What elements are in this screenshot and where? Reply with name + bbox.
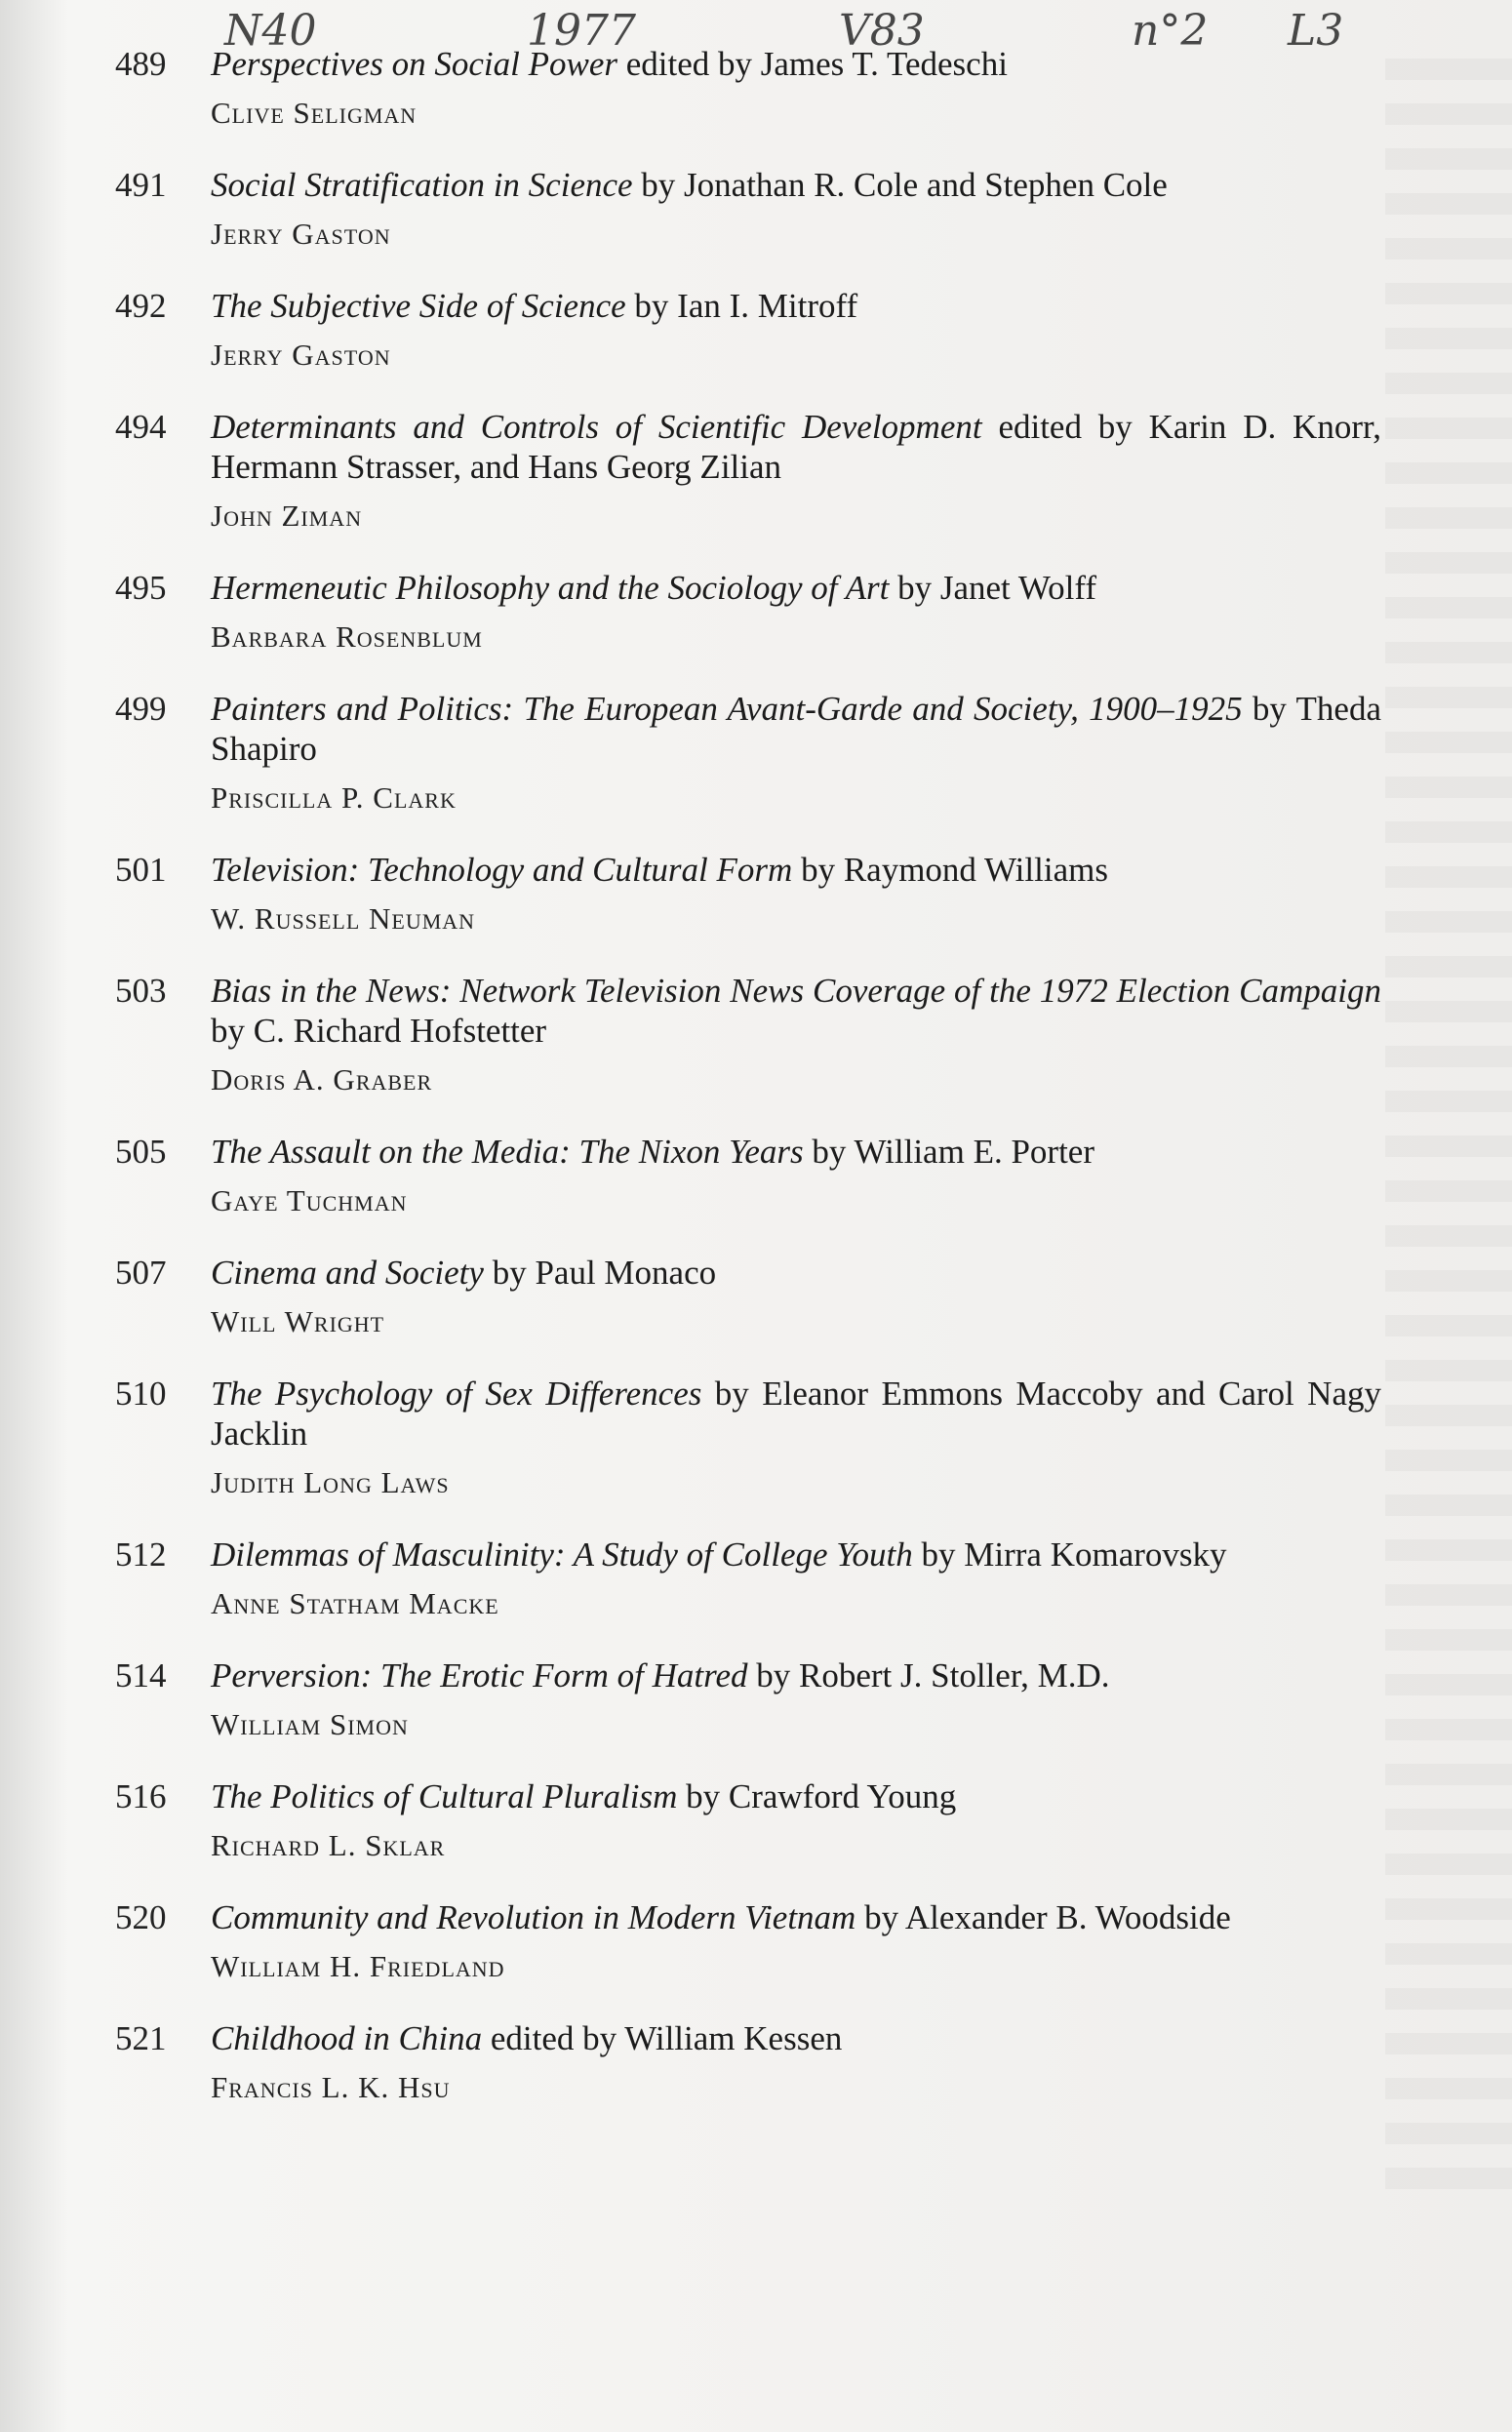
page-number: 520	[115, 1898, 167, 1936]
book-title: Perspectives on Social Power	[211, 45, 617, 83]
review-entry	[115, 1776, 1383, 1865]
book-title: Social Stratification in Science	[211, 166, 633, 204]
book-credit: by Robert J. Stoller, M.D.	[747, 1656, 1110, 1694]
book-title: Childhood in China	[211, 2019, 483, 2057]
page-number: 516	[115, 1777, 167, 1815]
book-title: Hermeneutic Philosophy and the Sociology of Art	[211, 569, 890, 607]
reviewer-name: Francis L. K. Hsu	[211, 2070, 451, 2104]
book-credit: by Janet Wolff	[889, 569, 1097, 607]
reviewer-name: W. Russell Neuman	[211, 901, 476, 936]
review-entry	[115, 1253, 1383, 1341]
book-credit: edited by James T. Tedeschi	[617, 45, 1008, 83]
book-credit: by Ian I. Mitroff	[625, 287, 858, 325]
page-number: 494	[115, 408, 167, 446]
gutter-shadow	[0, 0, 68, 2432]
book-title: The Psychology of Sex Differences	[211, 1375, 702, 1413]
book-title: Painters and Politics: The European Avant-Garde and Society, 1900–1925	[211, 690, 1243, 728]
book-credit: by Jonathan R. Cole and Stephen Cole	[632, 166, 1168, 204]
review-entry	[115, 689, 1383, 817]
reviewer-name: William Simon	[211, 1707, 409, 1741]
reviewer-name: Gaye Tuchman	[211, 1183, 408, 1217]
handwriting-mark: N40	[224, 6, 317, 56]
book-title: Determinants and Controls of Scientific Development	[211, 408, 982, 446]
reviewer-name: Clive Seligman	[211, 96, 418, 130]
book-title: Television: Technology and Cultural Form	[211, 851, 793, 889]
review-entry	[115, 1897, 1383, 1986]
book-title: Perversion: The Erotic Form of Hatred	[211, 1656, 748, 1694]
page-number: 501	[115, 851, 167, 889]
page-number: 489	[115, 45, 167, 83]
page-number: 512	[115, 1535, 167, 1574]
reviewer-name: William H. Friedland	[211, 1949, 505, 1983]
review-list	[115, 44, 1383, 2139]
review-entry	[115, 1535, 1383, 1623]
review-entry	[115, 44, 1383, 133]
review-entry	[115, 165, 1383, 254]
handwriting-mark: V83	[839, 6, 925, 56]
page-number: 521	[115, 2019, 167, 2057]
reviewer-name: Priscilla P. Clark	[211, 780, 457, 815]
review-entry	[115, 1655, 1383, 1744]
review-entry	[115, 971, 1383, 1099]
page-number: 510	[115, 1375, 167, 1413]
page-number: 499	[115, 690, 167, 728]
page-number: 492	[115, 287, 167, 325]
reviewer-name: Barbara Rosenblum	[211, 619, 483, 654]
book-title: The Assault on the Media: The Nixon Years	[211, 1133, 804, 1171]
reviewer-name: Anne Statham Macke	[211, 1586, 499, 1620]
review-entry	[115, 286, 1383, 375]
page-number: 507	[115, 1254, 167, 1292]
reviewer-name: Judith Long Laws	[211, 1465, 450, 1499]
reviewer-name: Jerry Gaston	[211, 217, 391, 251]
review-entry	[115, 1374, 1383, 1502]
book-title: The Subjective Side of Science	[211, 287, 626, 325]
handwriting-mark: L3	[1288, 6, 1344, 56]
page-number: 495	[115, 569, 167, 607]
review-entry	[115, 568, 1383, 657]
book-credit: edited by William Kessen	[482, 2019, 843, 2057]
review-entry	[115, 407, 1383, 536]
handwriting-mark: n°2	[1132, 6, 1209, 56]
reviewer-name: Doris A. Graber	[211, 1062, 433, 1096]
book-credit: by Eleanor Emmons Maccoby and Carol Nagy Jacklin	[211, 1375, 1381, 1453]
book-title: Dilemmas of Masculinity: A Study of College Youth	[211, 1535, 913, 1574]
reviewer-name: Richard L. Sklar	[211, 1828, 446, 1862]
book-credit: by Alexander B. Woodside	[855, 1898, 1231, 1936]
book-credit: by Paul Monaco	[483, 1254, 717, 1292]
page-number: 491	[115, 166, 167, 204]
book-credit: by Crawford Young	[677, 1777, 957, 1815]
handwriting-mark: 1977	[527, 6, 636, 56]
book-credit: edited by Karin D. Knorr, Hermann Strasser, and Hans Georg Zilian	[211, 408, 1381, 486]
reviewer-name: Jerry Gaston	[211, 338, 391, 372]
reviewer-name: Will Wright	[211, 1304, 385, 1338]
book-credit: by Raymond Williams	[792, 851, 1108, 889]
reviewer-name: John Ziman	[211, 498, 363, 533]
page-number: 514	[115, 1656, 167, 1694]
page-number: 503	[115, 972, 167, 1010]
book-credit: by C. Richard Hofstetter	[211, 1012, 547, 1050]
review-entry	[115, 2018, 1383, 2107]
book-credit: by Mirra Komarovsky	[912, 1535, 1227, 1574]
review-entry	[115, 850, 1383, 938]
review-entry	[115, 1132, 1383, 1220]
book-title: Cinema and Society	[211, 1254, 484, 1292]
book-credit: by Theda Shapiro	[211, 690, 1381, 768]
show-through-text	[1385, 59, 1512, 2205]
book-credit: by William E. Porter	[803, 1133, 1094, 1171]
book-title: The Politics of Cultural Pluralism	[211, 1777, 678, 1815]
page-number: 505	[115, 1133, 167, 1171]
book-title: Bias in the News: Network Television News Coverage of the 1972 Election Campaign	[211, 972, 1381, 1010]
book-title: Community and Revolution in Modern Vietnam	[211, 1898, 856, 1936]
